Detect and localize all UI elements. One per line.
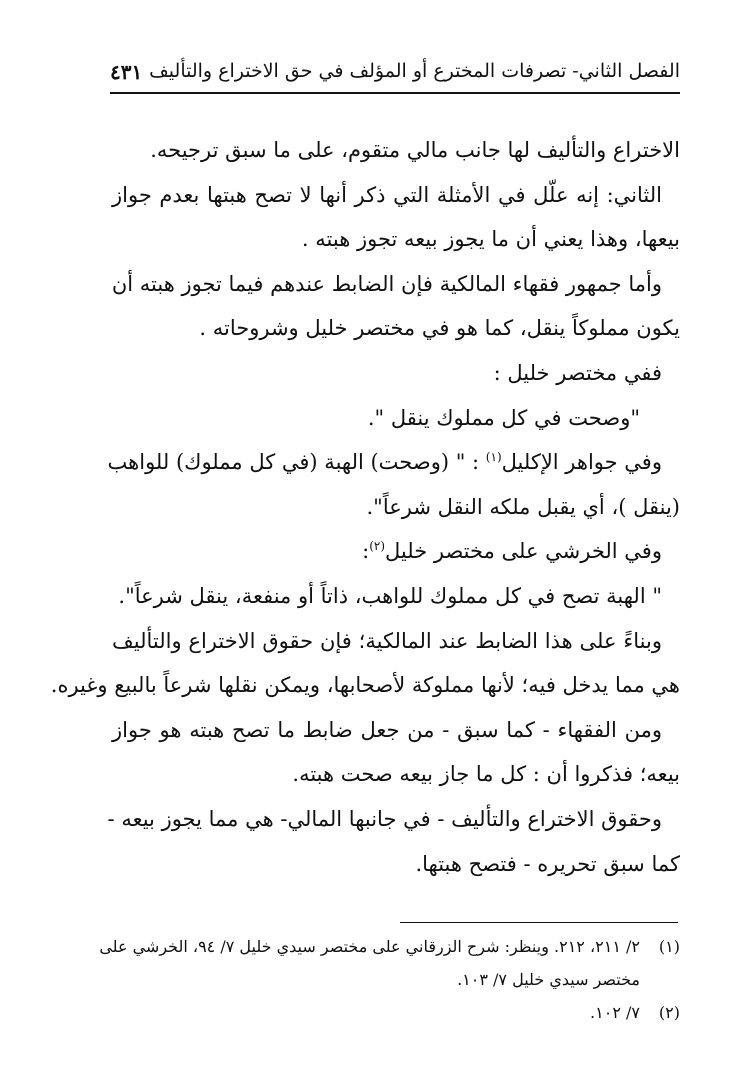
footnote-ref-2[interactable]: (٢) bbox=[369, 539, 386, 554]
text-line: وأما جمهور فقهاء المالكية فإن الضابط عندهم فيما تجوز هبته أن bbox=[111, 271, 662, 296]
footnote-number: (١) bbox=[658, 937, 680, 956]
text-segment: وفي جواهر الإكليل bbox=[501, 450, 662, 475]
footnote-ref-1[interactable]: (١) bbox=[485, 450, 502, 465]
text-segment: : " (وصحت) الهبة (في كل مملوك) للواهب bbox=[107, 450, 480, 475]
text-segment: : bbox=[362, 539, 370, 564]
page-body bbox=[50, 128, 680, 886]
text-line: ومن الفقهاء - كما سبق - من جعل ضابط ما تصح هبته هو جواز bbox=[112, 717, 662, 742]
footnote-number: (٢) bbox=[658, 1003, 680, 1022]
text-line: الاختراع والتأليف لها جانب مالي متقوم، على ما سبق ترجيحه. bbox=[150, 138, 680, 162]
text-line: ففي مختصر خليل : bbox=[493, 360, 662, 385]
page-header bbox=[110, 52, 680, 94]
footnote-1 bbox=[100, 930, 680, 963]
text-line bbox=[107, 440, 680, 485]
text-line: الثاني: إنه علّل في الأمثلة التي ذكر أنها لا تصح هبتها بعدم جواز bbox=[112, 182, 662, 207]
text-line: بيعه؛ فذكروا أن : كل ما جاز بيعه صحت هبته. bbox=[292, 762, 680, 787]
text-line: بيعها، وهذا يعني أن ما يجوز بيعه تجوز هبته . bbox=[301, 227, 680, 252]
footnote-text: ٢/ ٢١١، ٢١٢. وينظر: شرح الزرقاني على مختصر سيدي خليل ٧/ ٩٤، الخرشي على bbox=[99, 937, 640, 956]
footnote-separator bbox=[400, 922, 678, 923]
footnote-text: ٧/ ١٠٢. bbox=[590, 1003, 640, 1022]
text-line: وحقوق الاختراع والتأليف - في جانبها المالي- هي مما يجوز بيعه - bbox=[107, 806, 662, 831]
page-number: ٤٣١ bbox=[110, 60, 143, 84]
footnote-2 bbox=[100, 996, 680, 1029]
footnotes bbox=[100, 930, 680, 1029]
text-line: وبناءً على هذا الضابط عند المالكية؛ فإن حقوق الاختراع والتأليف bbox=[112, 628, 662, 653]
chapter-title: الفصل الثاني- تصرفات المخترع أو المؤلف في حق الاختراع والتأليف bbox=[149, 60, 680, 82]
quote-line: " الهبة تصح في كل مملوك للواهب، ذاتاً أو منفعة، ينقل شرعاً". bbox=[118, 583, 662, 608]
text-line: هي مما يدخل فيه؛ لأنها مملوكة لأصحابها، ويمكن نقلها شرعاً بالبيع وغيره. bbox=[50, 673, 680, 698]
quote-line: "وصحت في كل مملوك ينقل ". bbox=[367, 405, 640, 430]
text-line: (ينقل )، أي يقبل ملكه النقل شرعاً". bbox=[366, 494, 680, 519]
text-line: يكون مملوكاً ينقل، كما هو في مختصر خليل وشروحاته . bbox=[199, 316, 680, 341]
text-line: كما سبق تحريره - فتصح هبتها. bbox=[415, 851, 680, 876]
text-segment: وفي الخرشي على مختصر خليل bbox=[385, 539, 662, 564]
text-line bbox=[112, 529, 680, 574]
footnote-1-continuation: مختصر سيدي خليل ٧/ ١٠٣. bbox=[457, 970, 640, 989]
